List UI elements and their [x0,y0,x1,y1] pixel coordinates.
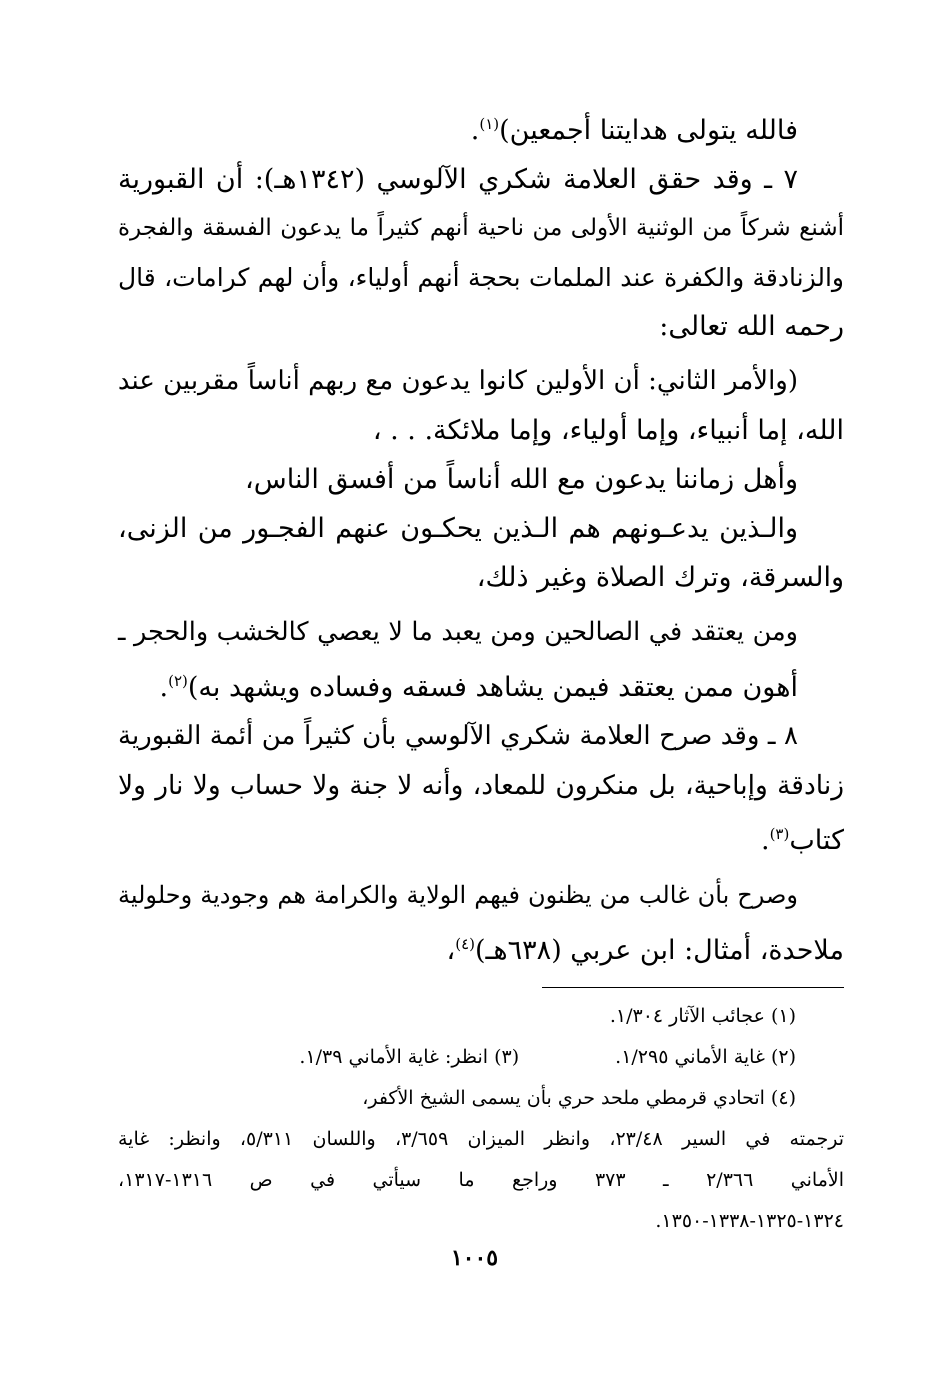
text-line: زنادقة وإباحية، بل منكرون للمعاد، وأنه لا جنة ولا حساب ولا نار ولا [118,770,844,801]
page-number: ١٠٠٥ [450,1245,499,1271]
text-line: رحمه الله تعالى: [659,311,844,342]
text-line: وأهل زماننا يدعون مع الله أناساً من أفسق الناس، [245,464,798,495]
footnote-ref: (١) [479,115,500,133]
text-line: ٨ ـ وقد صرح العلامة شكري الآلوسي بأن كثيراً من أئمة القبورية [118,721,798,751]
footnote-3: (٣) انظر: غاية الأماني ١/٣٩. [299,1046,520,1068]
text-line: والسرقة، وترك الصلاة وغير ذلك، [476,562,844,593]
text-line: (والأمر الثاني: أن الأولين كانوا يدعون مع ربهم أناساً مقربين عند [117,366,798,396]
text-line: ومن يعتقد في الصالحين ومن يعبد ما لا يعصي كالخشب والحجر ـ [118,617,798,647]
footnote-row [118,1037,844,1078]
footnote-1: (١) عجائب الآثار ١/٣٠٤. [609,1005,796,1027]
text-line: ٧ ـ وقد حقق العلامة شكري الآلوسي (١٣٤٢هـ): أن القبورية [118,164,798,195]
footnote-2: (٢) غاية الأماني ١/٢٩٥. [615,1046,796,1068]
text-line: فالله يتولى هدايتنا أجمعين)$^{(١)}$. [470,115,798,146]
page-body [118,100,844,1242]
text-line: والـذين يدعـونهم هم الـذين يحكـون عنهم الفجـور من الزنى، [118,513,798,544]
footnote-ref: (٣) [769,825,790,843]
footnote-separator [542,987,844,988]
footnote-4-continuation: الأماني ٢/٣٦٦ ـ ٣٧٣ وراجع ما سيأتي في ص ١٣١٦-١٣١٧، [118,1169,845,1191]
text-line: كتاب$^{(٣)}$. [760,825,844,856]
footnote-ref: (٢) [168,672,188,690]
footnote-ref: (٤) [455,935,475,953]
text-line: الله، إما أنبياء، وإما أولياء، وإما ملائكة. . . ، [372,415,844,446]
text-line: أهون ممن يعتقد فيمن يشاهد فسقه وفساده ويشهد به)$^{(٢)}$. [159,672,798,703]
text-line: والزنادقة والكفرة عند الملمات بحجة أنهم أولياء، وأن لهم كرامات، قال [118,263,844,292]
footnote-4: (٤) اتحادي قرمطي ملحد حري بأن يسمى الشيخ الأكفر، [362,1087,796,1109]
text-line: وصرح بأن غالب من يظنون فيهم الولاية والكرامة هم وجودية وحلولية [118,881,798,909]
footnote-4-continuation: ترجمته في السير ٢٣/٤٨، وانظر الميزان ٣/٦٥٩، واللسان ٥/٣١١، وانظر: غاية [118,1128,844,1150]
footnote-4-continuation: ١٣٢٤-١٣٢٥-١٣٣٨-١٣٥٠. [655,1210,844,1232]
text-line: ملاحدة، أمثال: ابن عربي (٦٣٨هـ)$^{(٤)}$، [446,935,844,966]
text-line: أشنع شركاً من الوثنية الأولى من ناحية أنهم كثيراً ما يدعون الفسقة والفجرة [118,215,844,241]
